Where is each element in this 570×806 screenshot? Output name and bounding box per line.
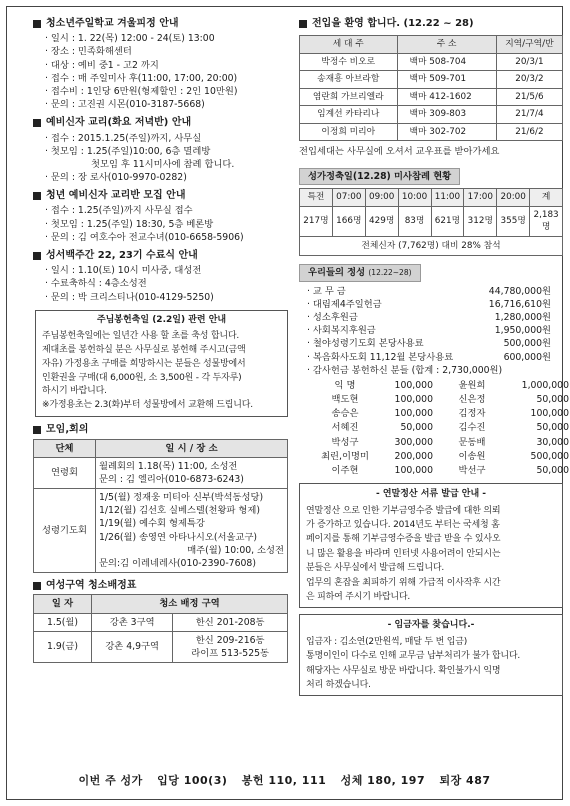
- notice-line: 니 많은 활용을 바라며 인터넷 사용어려이 안되시는: [306, 548, 501, 559]
- offering-row: [299, 285, 563, 298]
- table-row: [300, 123, 563, 140]
- donor-amount: 200,000: [394, 450, 433, 462]
- donor-name: 백도현: [331, 394, 359, 406]
- member-address: 백마 509-701: [397, 71, 496, 88]
- info-line: · 접수 : 1.25(주일)까지 사무실 접수: [45, 205, 193, 217]
- clean-date: 1.9(금): [34, 631, 92, 662]
- info-line: · 접수비 : 1인당 6만원(형제할인 : 2인 10만원): [45, 85, 238, 97]
- offerings-period: (12.22~28): [368, 268, 412, 278]
- mass-time: 17:00: [464, 189, 497, 206]
- offering-row: [299, 311, 563, 324]
- section-title: 청년 예비신자 교리반 모집 안내: [46, 190, 186, 202]
- section-welcome: [299, 17, 563, 158]
- bullet-square-icon: [33, 119, 41, 127]
- table-row: [34, 613, 288, 631]
- notice-line: ※가정용초는 2.3(화)부터 성물방에서 교환해 드립니다.: [42, 400, 253, 411]
- hymn-entrance: 입당 100(3): [157, 774, 228, 787]
- section-title: 성서백주간 22, 23기 수료식 안내: [46, 250, 198, 261]
- donor-name: 익 명: [334, 379, 356, 391]
- info-line: · 문의 : 김 여호수아 전교수녀(010-6658-5906): [45, 231, 244, 243]
- bullet-square-icon: [33, 426, 41, 434]
- notice-line: 업무의 혼잡을 최피하기 위해 가급적 이사작후 시간: [306, 577, 501, 588]
- clean-date: 1.5(월): [34, 613, 92, 631]
- info-line: · 접수 : 매 주일미사 후(11:00, 17:00, 20:00): [45, 72, 238, 84]
- attendance-title: 성가정축일(12.28) 미사참례 현황: [299, 168, 460, 185]
- member-name: 염란희 가브리엘라: [300, 88, 398, 105]
- member-address: 백마 302-702: [397, 123, 496, 140]
- clean-detail: 한신 209-216동: [195, 634, 265, 646]
- table-row: [34, 489, 288, 573]
- donor-amount: 300,000: [394, 436, 433, 448]
- offerings-title-text: 우리들의 정성: [308, 267, 366, 279]
- info-line: · 수료축하식 : 4층소성전: [45, 278, 147, 290]
- notice-line: 해당자는 사무실로 방문 바랍니다. 확인불가시 익명: [306, 665, 501, 676]
- table-row: [300, 206, 563, 236]
- info-line: · 장소 : 민족화해센터: [45, 46, 132, 58]
- info-line: · 첫모임 : 1.25(주일)10:00, 6층 멸레방: [45, 145, 211, 157]
- section-attendance: [299, 164, 563, 256]
- clean-detail: 라이프 513-525동: [191, 647, 270, 659]
- notice-line: 하시기 바랍니다.: [42, 386, 107, 397]
- attendance-count: 312명: [464, 206, 497, 236]
- donor-amount: 30,000: [536, 436, 569, 448]
- donor-amount: 50,000: [536, 465, 569, 477]
- attendance-count: 621명: [431, 206, 464, 236]
- donor-name: 이송원: [458, 450, 486, 462]
- left-column: [33, 15, 288, 663]
- notice-title: - 연말정산 서류 발급 안내 -: [375, 489, 487, 500]
- candlemas-notice: [35, 310, 288, 418]
- notice-line: 제대초를 봉헌하실 분은 사무실로 봉헌해 주시고(금액: [42, 344, 246, 355]
- table-header: 세 대 주: [300, 36, 398, 53]
- meeting-line: 1/12(월) 김선호 실베스텔(천왕파 형제): [99, 505, 261, 517]
- attendance-count: 2,183명: [530, 206, 563, 236]
- offering-row: [299, 351, 563, 364]
- notice-line: 페이지를 통해 기부금영수증을 발급 받을 수 있사오: [306, 534, 501, 545]
- donor-name: 김정자: [458, 408, 486, 420]
- member-zone: 21/6/2: [496, 123, 562, 140]
- mass-time: 10:00: [398, 189, 431, 206]
- notice-title: 주님봉헌축일 (2.2일) 관련 안내: [96, 314, 227, 325]
- mass-time: 계: [530, 189, 563, 206]
- table-header: 청소 배정 구역: [92, 595, 288, 613]
- attendance-count: 429명: [365, 206, 398, 236]
- donor-amount: 100,000: [394, 408, 433, 420]
- clean-detail: 한신 201-208동: [173, 613, 288, 631]
- notice-line: 자유) 가정용초 구매를 희망하시는 분들은 성물방에서: [42, 358, 246, 369]
- offering-label: · 성소후원금: [307, 311, 358, 323]
- table-row: [34, 631, 288, 662]
- notice-line: 은 피하여 주시기 바랍니다.: [306, 591, 411, 602]
- offering-amount: 1,950,000원: [494, 325, 551, 337]
- cleaning-table: [33, 594, 288, 663]
- table-row: [300, 53, 563, 70]
- welcome-note: 전입세대는 사무실에 오셔서 교우표를 받아가세요: [299, 146, 500, 158]
- info-line: · 문의 : 박 크리스티나(010-4129-5250): [45, 291, 214, 303]
- donor-amount: 100,000: [394, 379, 433, 391]
- member-address: 백마 412-1602: [397, 88, 496, 105]
- donor-amount: 500,000: [530, 450, 569, 462]
- info-line: · 대상 : 예비 중1 - 고2 까지: [45, 59, 159, 71]
- section-title: 청소년주일학교 겨울피정 안내: [46, 18, 179, 29]
- table-header: 주 소: [397, 36, 496, 53]
- info-line: · 문의 : 장 로사(010-9970-0282): [45, 172, 187, 184]
- donor-amount: 50,000: [400, 422, 433, 434]
- meeting-line: 1/5(월) 정재웅 미티아 신부(박석동성당): [99, 492, 264, 504]
- member-address: 백마 508-704: [397, 53, 496, 70]
- mass-time: 11:00: [431, 189, 464, 206]
- offering-row: [299, 337, 563, 350]
- donor-name: 문동배: [458, 436, 486, 448]
- meeting-line: 문의:김 이레네레사(010-2390-7608): [99, 558, 256, 569]
- clean-area: 강촌 4,9구역: [92, 631, 173, 662]
- attendance-table: [299, 188, 563, 256]
- member-zone: 20/3/2: [496, 71, 562, 88]
- attendance-count: 166명: [332, 206, 365, 236]
- depositor-notice: [299, 614, 563, 696]
- offering-amount: 500,000원: [503, 338, 551, 350]
- meeting-line: 1/19(월) 예수회 형제특강: [99, 518, 205, 530]
- donor-amount: 100,000: [394, 394, 433, 406]
- hymn-recessional: 퇴장 487: [439, 774, 491, 787]
- info-line: · 일시 : 1. 22(목) 12:00 - 24(토) 13:00: [45, 33, 215, 45]
- info-line: · 첫모임 : 1.25(주일) 18:30, 5층 베론방: [45, 218, 214, 230]
- section-bible-graduation: [33, 249, 288, 304]
- notice-line: 인환권을 구매(대 6,000원, 소 3,500원 - 각 두자루): [42, 372, 242, 383]
- section-cleaning: [33, 579, 288, 663]
- table-row: [300, 106, 563, 123]
- group-name: 연령회: [34, 457, 96, 488]
- offering-amount: 1,280,000원: [494, 311, 551, 323]
- donor-name: 이주현: [331, 465, 359, 477]
- attendance-total: 전체신자 (7,762명) 대비 28% 참석: [300, 236, 563, 255]
- table-header: 일 시 / 장 소: [96, 439, 288, 457]
- offering-amount: 16,716,610원: [488, 298, 551, 310]
- donor-name: 서혜진: [331, 422, 359, 434]
- hymns-label: 이번 주 성가: [78, 774, 143, 787]
- member-address: 백마 309-803: [397, 106, 496, 123]
- notice-line: 입금자 : 김소연(2만원씩, 매달 두 번 입금): [306, 636, 468, 647]
- clean-area: 강촌 3구역: [92, 613, 173, 631]
- hymn-communion: 성체 180, 197: [340, 774, 426, 787]
- offering-amount: 44,780,000원: [488, 285, 551, 297]
- section-catechumen-tuesday: [33, 116, 288, 184]
- donor-amount: 50,000: [536, 422, 569, 434]
- member-name: 박정수 비오로: [300, 53, 398, 70]
- offering-label: · 사회복지후원금: [307, 325, 376, 337]
- donor-name: 최린,이명미: [321, 450, 369, 462]
- member-name: 송재흥 아브라함: [300, 71, 398, 88]
- thanks-heading: · 감사헌금 봉헌하신 분들 (합계 : 2,730,000원): [307, 364, 503, 376]
- member-name: 이정희 미리아: [300, 123, 398, 140]
- meeting-line: 문의 : 김 엘리아(010-6873-6243): [99, 473, 244, 485]
- offering-label: · 대림제4주일헌금: [307, 298, 382, 310]
- donor-name: 신은정: [458, 394, 486, 406]
- bullet-square-icon: [33, 20, 41, 28]
- member-name: 임계선 카타리나: [300, 106, 398, 123]
- group-name: 성령기도회: [34, 489, 96, 573]
- info-line: 첫모임 후 11시미사에 참례 합니다.: [91, 158, 235, 170]
- meeting-line: 1/26(월) 송영연 아타나시오(서울교구): [99, 531, 258, 543]
- donor-name: 윤원희: [458, 379, 486, 391]
- offering-amount: 600,000원: [503, 351, 551, 363]
- tax-receipt-notice: [299, 483, 563, 608]
- bulletin-page: [6, 6, 569, 800]
- donor-amount: 50,000: [536, 394, 569, 406]
- donor-name: 김수진: [458, 422, 486, 434]
- member-zone: 21/5/6: [496, 88, 562, 105]
- mass-time: 07:00: [332, 189, 365, 206]
- bullet-square-icon: [33, 582, 41, 590]
- notice-line: 통명이인이 다수로 인해 교무금 납부처리가 불가 합니다.: [306, 651, 520, 662]
- table-row: [300, 88, 563, 105]
- notice-title: - 임금자를 찾습니다.-: [387, 620, 475, 631]
- donor-name: 송승은: [331, 408, 359, 420]
- offerings-title: [299, 264, 421, 281]
- notice-line: 가 증가하고 있습니다. 2014년도 부터는 국세청 홈: [306, 520, 500, 530]
- meetings-table: [33, 439, 288, 574]
- section-offerings: [299, 260, 569, 477]
- section-title: 예비신자 교리(화요 저녁반) 안내: [46, 117, 192, 129]
- section-title: 전입을 환영 합니다. (12.22 ~ 28): [312, 18, 474, 29]
- offering-label: · 교 무 금: [307, 285, 346, 297]
- info-line: · 일시 : 1.10(토) 10시 미사중, 대성전: [45, 265, 202, 277]
- table-header: 단체: [34, 439, 96, 457]
- donor-grid: [315, 379, 569, 477]
- table-row: [34, 457, 288, 488]
- offering-row: [299, 298, 563, 311]
- notice-line: 주님봉헌축일에는 일년간 사용 할 초를 축성 합니다.: [42, 330, 240, 341]
- donor-amount: 100,000: [530, 408, 569, 420]
- member-zone: 21/7/4: [496, 106, 562, 123]
- hymns-footer: [7, 773, 562, 789]
- mass-time: 20:00: [497, 189, 530, 206]
- section-title: 여성구역 청소배정표: [46, 580, 137, 592]
- offering-label: · 복음화사도회 11,12월 본당사용료: [307, 351, 454, 363]
- new-members-table: [299, 35, 563, 141]
- donor-amount: 1,000,000: [521, 379, 569, 391]
- offering-label: · 철야성령기도회 본당사용료: [307, 338, 424, 350]
- info-line: · 접수 : 2015.1.25(주일)까지, 사무실: [45, 132, 202, 144]
- hymn-offertory: 봉헌 110, 111: [241, 774, 327, 787]
- mass-time: 09:00: [365, 189, 398, 206]
- info-line: · 문의 : 고진권 시몬(010-3187-5668): [45, 99, 205, 111]
- notice-line: 분들은 사무실에서 발급해 드립니다.: [306, 563, 445, 574]
- donor-name: 박성구: [331, 436, 359, 448]
- mass-time: 특전: [300, 189, 333, 206]
- bullet-square-icon: [33, 252, 41, 260]
- bullet-square-icon: [33, 192, 41, 200]
- offering-row: [299, 324, 563, 337]
- notice-line: 처리 하겠습니다.: [306, 679, 371, 690]
- meeting-line: 월례회의 1.18(목) 11:00, 소성전: [99, 460, 238, 472]
- section-winter-retreat: [33, 17, 288, 111]
- attendance-count: 83명: [398, 206, 431, 236]
- section-youth-catechumen: [33, 189, 288, 244]
- attendance-count: 355명: [497, 206, 530, 236]
- meeting-line: 매주(월) 10:00, 소성전: [187, 544, 284, 556]
- donor-name: 박선구: [458, 465, 486, 477]
- bullet-square-icon: [299, 20, 307, 28]
- member-zone: 20/3/1: [496, 53, 562, 70]
- section-meetings: [33, 423, 288, 573]
- table-header: 지역/구역/반: [496, 36, 562, 53]
- right-column: [299, 15, 569, 696]
- donor-amount: 100,000: [394, 465, 433, 477]
- table-row: [300, 71, 563, 88]
- section-title: 모임,회의: [46, 424, 89, 436]
- notice-line: 연말정산 으로 인한 기부금영수증 발급에 대한 의뢰: [306, 505, 501, 516]
- attendance-count: 217명: [300, 206, 333, 236]
- table-header: 일 자: [34, 595, 92, 613]
